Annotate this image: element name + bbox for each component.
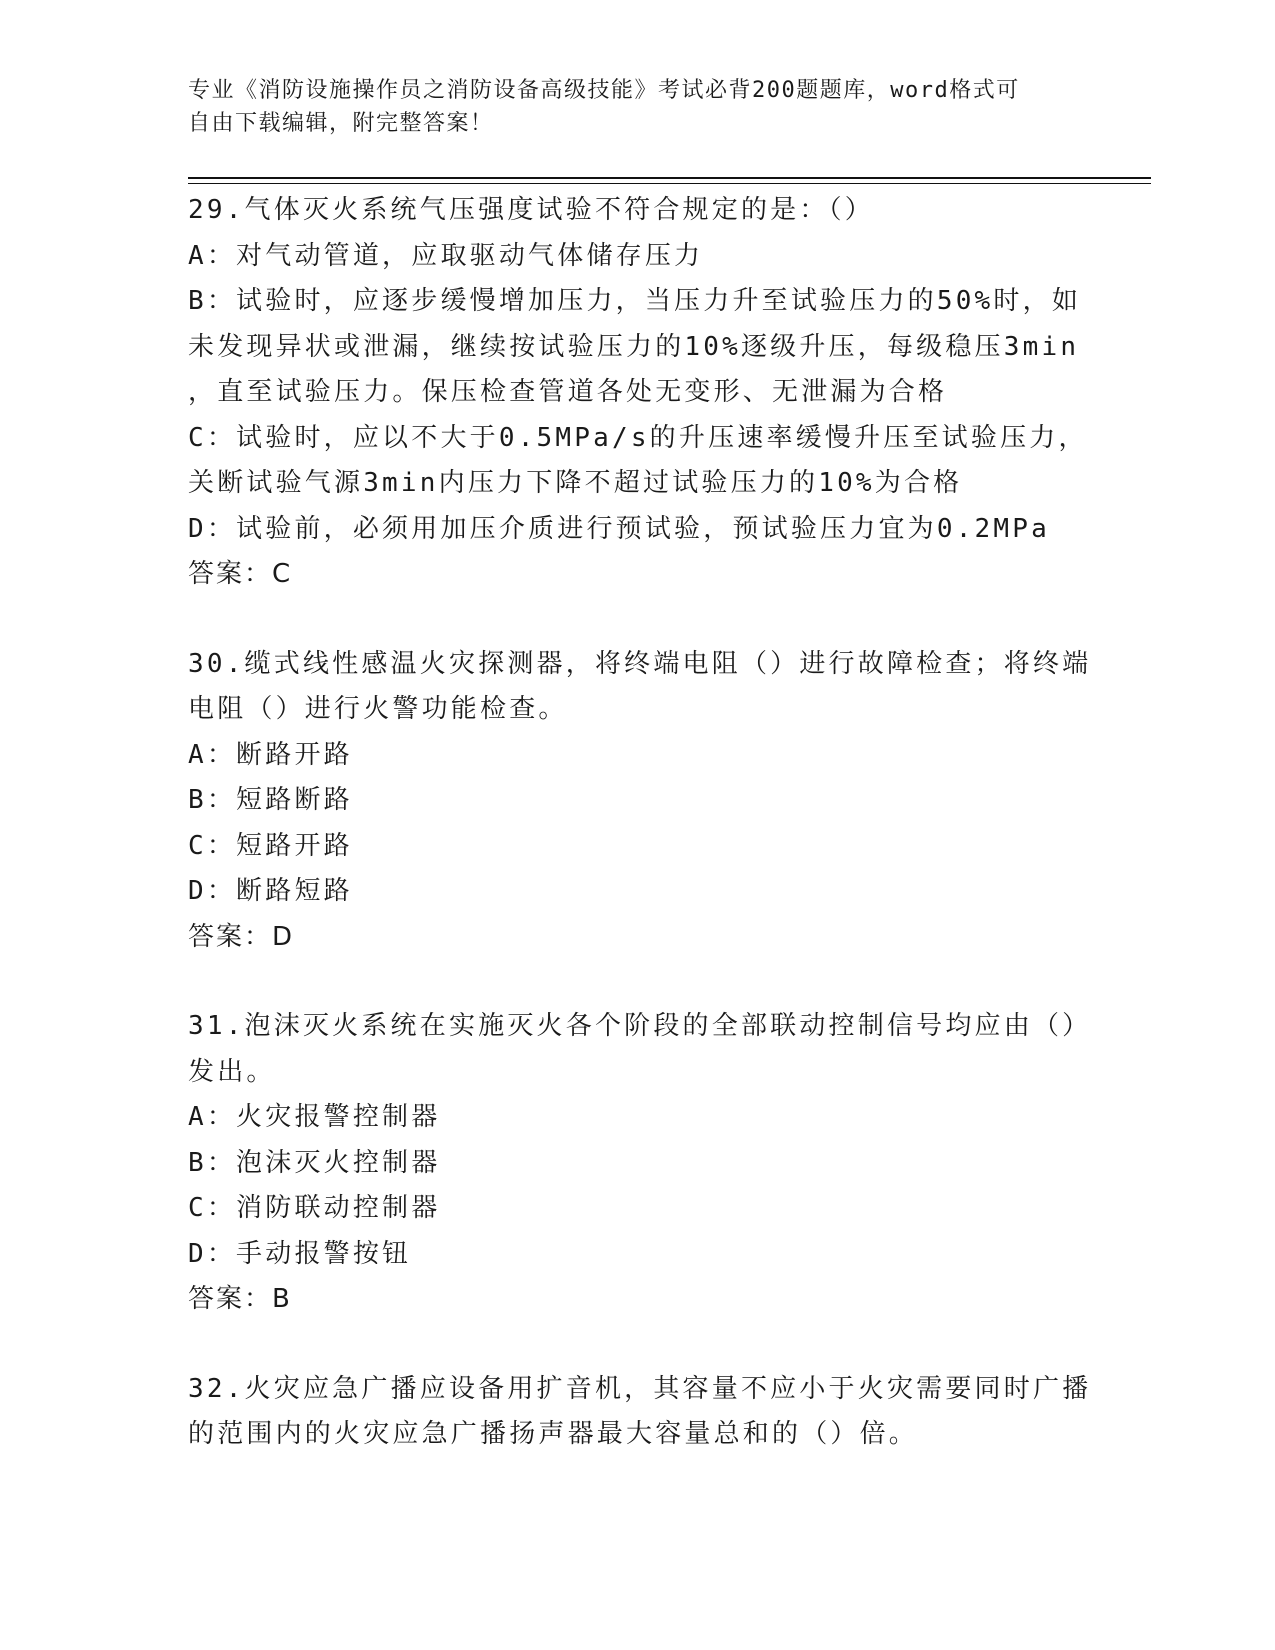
option-line: 关断试验气源3min内压力下降不超过试验压力的10%为合格 <box>188 468 963 498</box>
answer-line: 答案：B <box>188 1284 292 1314</box>
option-line: A：对气动管道，应取驱动气体储存压力 <box>188 240 704 271</box>
option-line: ，直至试验压力。保压检查管道各处无变形、无泄漏为合格 <box>188 377 948 407</box>
answer-line: 答案：D <box>188 921 295 952</box>
option-line: D：试验前，必须用加压介质进行预试验，预试验压力宜为0.2MPa <box>188 513 1050 544</box>
header-line-1: 专业《消防设施操作员之消防设备高级技能》考试必背200题题库，word格式可 <box>188 78 1020 103</box>
question-31 <box>188 1004 1092 1323</box>
option-line: A：火灾报警控制器 <box>188 1102 441 1132</box>
option-line: B：泡沫灭火控制器 <box>188 1147 441 1178</box>
question-stem: 30.缆式线性感温火灾探测器，将终端电阻（）进行故障检查；将终端 <box>188 648 1092 679</box>
question-32 <box>188 1367 1092 1458</box>
question-stem: 32.火灾应急广播应设备用扩音机，其容量不应小于火灾需要同时广播 <box>188 1373 1092 1404</box>
document-header <box>188 74 1088 140</box>
option-line: C：试验时，应以不大于0.5MPa/s的升压速率缓慢升压至试验压力， <box>188 422 1088 453</box>
question-stem: 发出。 <box>188 1056 276 1087</box>
option-line: B：试验时，应逐步缓慢增加压力，当压力升至试验压力的50%时，如 <box>188 286 1082 316</box>
option-line: A：断路开路 <box>188 739 353 770</box>
question-stem: 31.泡沫灭火系统在实施灭火各个阶段的全部联动控制信号均应由（） <box>188 1011 1092 1041</box>
option-line: B：短路断路 <box>188 785 353 815</box>
answer-line: 答案：C <box>188 559 293 589</box>
question-list <box>188 188 1092 1502</box>
option-line: 未发现异状或泄漏，继续按试验压力的10%逐级升压，每级稳压3min <box>188 331 1080 362</box>
question-stem: 电阻（）进行火警功能检查。 <box>188 694 568 724</box>
question-stem: 29.气体灭火系统气压强度试验不符合规定的是：（） <box>188 195 874 225</box>
option-line: C：消防联动控制器 <box>188 1193 441 1223</box>
header-divider-thick <box>188 177 1151 179</box>
header-line-2: 自由下载编辑，附完整答案！ <box>188 111 494 136</box>
question-30 <box>188 642 1092 961</box>
question-stem: 的范围内的火灾应急广播扬声器最大容量总和的（）倍。 <box>188 1419 919 1449</box>
question-29 <box>188 188 1088 598</box>
option-line: D：手动报警按钮 <box>188 1238 412 1269</box>
option-line: D：断路短路 <box>188 876 353 906</box>
option-line: C：短路开路 <box>188 830 353 861</box>
header-divider-thin <box>188 183 1151 184</box>
